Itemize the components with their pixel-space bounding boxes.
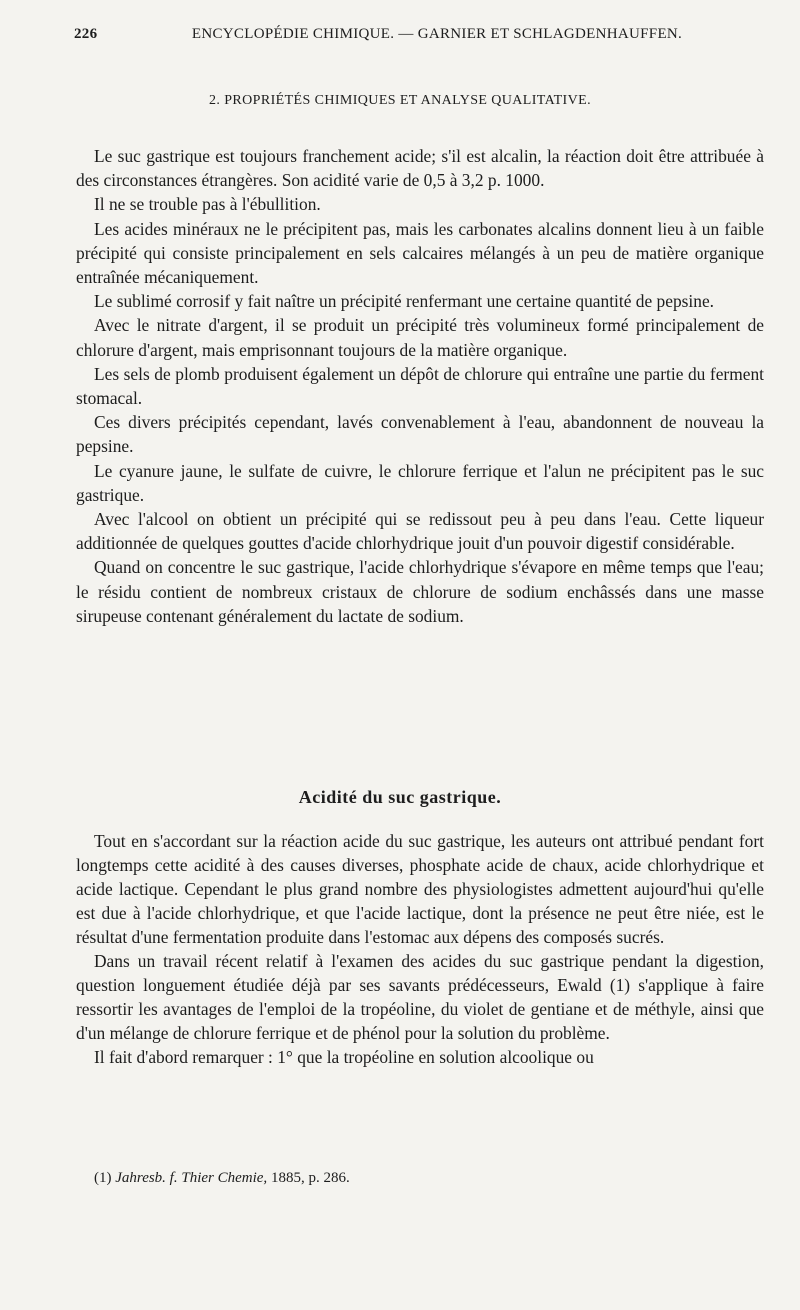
running-title: ENCYCLOPÉDIE CHIMIQUE. — GARNIER ET SCHLAGDENHAUFFEN. xyxy=(191,26,683,42)
paragraph: Quand on concentre le suc gastrique, l'acide chlorhydrique s'évapore en même temps que l'eau; le résidu contient de nombreux cristaux de chlorure de sodium enchâssés dans une masse sirupeuse contenant généralement du lactate de sodium. xyxy=(76,557,764,626)
page-number: 226 xyxy=(74,26,98,42)
subheading: Acidité du suc gastrique. xyxy=(298,787,502,807)
paragraph: Les sels de plomb produisent également un dépôt de chlorure qui entraîne une partie du ferment stomacal. xyxy=(76,363,764,409)
paragraph: Avec le nitrate d'argent, il se produit un précipité très volumineux formé principalement de chlorure d'argent, mais emprisonnant toujours de la matière organique. xyxy=(76,315,764,360)
paragraph: Dans un travail récent relatif à l'examen des acides du suc gastrique pendant la digestion, question longuement étudiée déjà par ses savants prédécesseurs, Ewald (1) s'applique à faire ressortir les avantages de l'emploi de la tropéoline, du violet de gentiane et de méthyle, ainsi que d'un mélange de chlorure ferrique et de phénol pour la solution du problème. xyxy=(76,951,764,1043)
body-text-section-1 xyxy=(76,144,764,628)
footnote-rest: 1885, p. 286. xyxy=(267,1170,350,1186)
paragraph: Ces divers précipités cependant, lavés convenablement à l'eau, abandonnent de nouveau la pepsine. xyxy=(76,412,764,457)
paragraph: Le suc gastrique est toujours franchement acide; s'il est alcalin, la réaction doit être attribuée à des circonstances étrangères. Son acidité varie de 0,5 à 3,2 p. 1000. xyxy=(76,146,764,191)
footnote-source: Jahresb. f. Thier Chemie, xyxy=(115,1170,268,1186)
footnote xyxy=(94,1170,740,1187)
body-text-section-2 xyxy=(76,829,764,1069)
paragraph: Le sublimé corrosif y fait naître un précipité renfermant une certaine quantité de pepsine. xyxy=(94,291,715,312)
footnote-marker: (1) xyxy=(94,1170,112,1186)
paragraph: Il ne se trouble pas à l'ébullition. xyxy=(94,194,321,215)
paragraph: Les acides minéraux ne le précipitent pas, mais les carbonates alcalins donnent lieu à un faible précipité qui consiste principalement en sels calcaires mélangés à un peu de matière organique entraînée mécaniquement. xyxy=(76,218,764,288)
section-heading: 2. PROPRIÉTÉS CHIMIQUES ET ANALYSE QUALITATIVE. xyxy=(209,93,591,108)
paragraph: Le cyanure jaune, le sulfate de cuivre, le chlorure ferrique et l'alun ne précipitent pas le suc gastrique. xyxy=(76,460,764,505)
paragraph: Tout en s'accordant sur la réaction acide du suc gastrique, les auteurs ont attribué pendant fort longtemps cette acidité à des causes diverses, phosphate acide de chaux, acide chlorhydrique et acide lactique. Cependant le plus grand nombre des physiologistes admettent aujourd'hui qu'elle est due à l'acide chlorhydrique, et que l'acide lactique, dont la présence ne peut être niée, est le résultat d'une fermentation produite dans l'estomac aux dépens des composés sucrés. xyxy=(76,831,764,947)
running-header xyxy=(74,26,740,43)
paragraph: Avec l'alcool on obtient un précipité qui se redissout peu à peu dans l'eau. Cette liqueur additionnée de quelques gouttes d'acide chlorhydrique jouit d'un pouvoir digestif considérable. xyxy=(76,509,764,554)
paragraph: Il fait d'abord remarquer : 1° que la tropéoline en solution alcoolique ou xyxy=(94,1047,594,1067)
